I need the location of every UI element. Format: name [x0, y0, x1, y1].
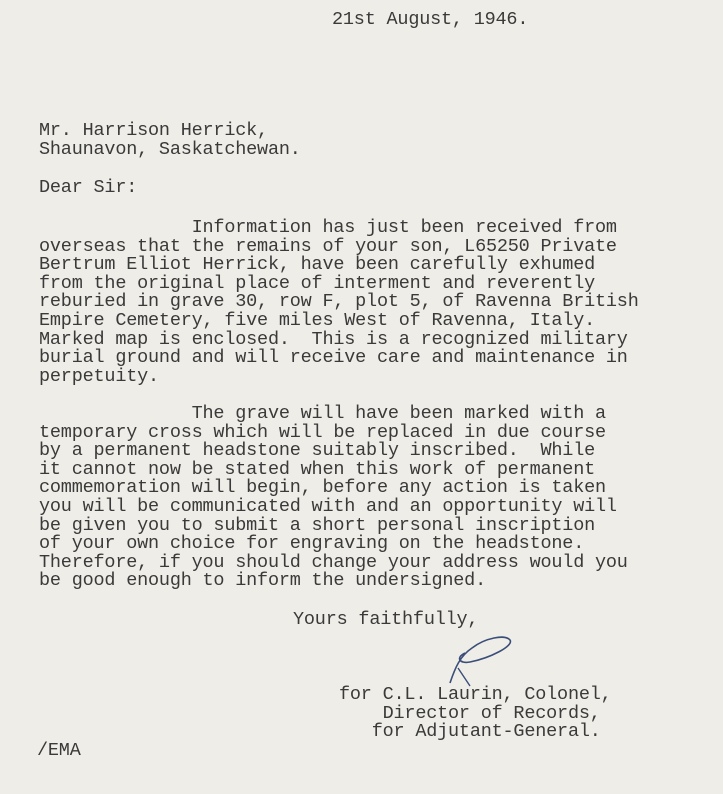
paragraph-line: by a permanent headstone suitably inscribed. While: [39, 440, 595, 462]
signatory-name: for C.L. Laurin, Colonel,: [339, 684, 612, 705]
paragraph-line: The grave will have been marked with a: [39, 403, 606, 424]
signatory-title: Director of Records,: [339, 702, 601, 724]
paragraph-line: you will be communicated with and an opportunity will: [39, 495, 617, 517]
paragraph-line: Bertrum Elliot Herrick, have been carefully exhumed: [39, 254, 595, 276]
paragraph-line: overseas that the remains of your son, L65250 Private: [39, 235, 617, 257]
paragraph-line: be good enough to inform the undersigned.: [39, 570, 486, 592]
paragraph-line: Information has just been received from: [39, 217, 617, 238]
paragraph-1: [39, 218, 639, 385]
reference-initials: /EMA: [37, 740, 81, 761]
paragraph-line: commemoration will begin, before any action is taken: [39, 477, 606, 499]
salutation: Dear Sir:: [39, 177, 138, 198]
recipient-address: [39, 121, 301, 158]
paragraph-line: from the original place of interment and reverently: [39, 272, 595, 294]
signature-block: [339, 685, 612, 741]
paragraph-line: Marked map is enclosed. This is a recognized military: [39, 328, 628, 350]
signatory-office: for Adjutant-General.: [339, 721, 601, 743]
paragraph-2: [39, 404, 628, 590]
paragraph-line: temporary cross which will be replaced in due course: [39, 421, 606, 443]
paragraph-line: burial ground and will receive care and maintenance in: [39, 347, 628, 369]
paragraph-line: reburied in grave 30, row F, plot 5, of Ravenna British: [39, 291, 639, 313]
letter-date: 21st August, 1946.: [332, 9, 529, 30]
paragraph-line: Therefore, if you should change your address would you: [39, 551, 628, 573]
recipient-name: Mr. Harrison Herrick,: [39, 120, 268, 141]
paragraph-line: Empire Cemetery, five miles West of Ravenna, Italy.: [39, 309, 595, 331]
recipient-location: Shaunavon, Saskatchewan.: [39, 138, 301, 160]
paragraph-line: it cannot now be stated when this work of permanent: [39, 458, 595, 480]
closing: Yours faithfully,: [293, 609, 479, 630]
paragraph-line: be given you to submit a short personal inscription: [39, 514, 595, 536]
paragraph-line: perpetuity.: [39, 365, 159, 387]
paragraph-line: of your own choice for engraving on the headstone.: [39, 533, 585, 555]
handwritten-signature: [430, 628, 520, 688]
